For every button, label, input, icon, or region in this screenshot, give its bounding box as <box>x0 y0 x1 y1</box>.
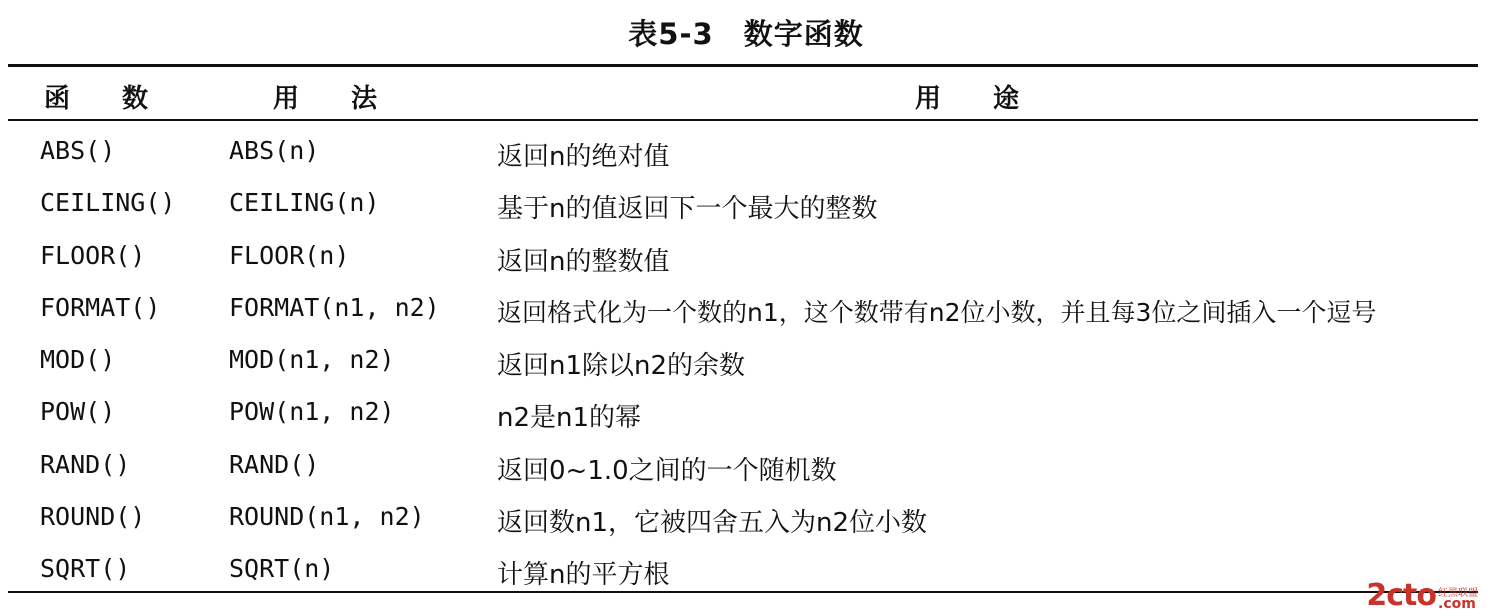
table-row <box>0 233 1492 285</box>
table-header <box>0 78 1492 118</box>
cell-usage: FORMAT(n1, n2) <box>229 292 440 322</box>
cell-usage: POW(n1, n2) <box>229 397 395 427</box>
cell-usage: ROUND(n1, n2) <box>229 502 425 532</box>
cell-purpose: 返回格式化为一个数的n1，这个数带有n2位小数，并且每3位之间插入一个逗号 <box>497 297 1377 327</box>
table-row <box>0 128 1492 180</box>
table-row <box>0 442 1492 494</box>
cell-usage: RAND() <box>229 449 320 479</box>
header-usage: 用 法 <box>273 84 378 114</box>
bottom-rule <box>8 591 1478 593</box>
header-purpose: 用 途 <box>915 84 1020 114</box>
table-row <box>0 337 1492 389</box>
cell-function: FORMAT() <box>40 292 161 322</box>
cell-usage: FLOOR(n) <box>229 240 350 270</box>
table-title: 表5-3 数字函数 <box>628 17 864 51</box>
cell-function: SQRT() <box>40 554 131 584</box>
cell-function: MOD() <box>40 345 116 375</box>
cell-usage: MOD(n1, n2) <box>229 345 395 375</box>
watermark-logo-text: 2cto <box>1366 578 1436 613</box>
header-function: 函 数 <box>44 84 149 114</box>
cell-function: POW() <box>40 397 116 427</box>
cell-purpose: 计算n的平方根 <box>497 560 670 591</box>
table-row <box>0 180 1492 232</box>
cell-usage: SQRT(n) <box>229 554 335 584</box>
cell-function: FLOOR() <box>40 240 146 270</box>
cell-purpose: 返回n的绝对值 <box>497 142 670 172</box>
table-row <box>0 285 1492 337</box>
watermark-logo <box>1366 578 1478 613</box>
watermark-side <box>1438 588 1478 610</box>
table-body <box>0 128 1492 599</box>
header-rule <box>8 119 1478 121</box>
table-row <box>0 494 1492 546</box>
cell-usage: CEILING(n) <box>229 188 380 218</box>
cell-usage: ABS(n) <box>229 136 320 165</box>
top-rule <box>8 64 1478 67</box>
cell-function: ROUND() <box>40 502 146 532</box>
cell-purpose: 返回n1除以n2的余数 <box>497 351 746 382</box>
cell-purpose: 返回0~1.0之间的一个随机数 <box>497 455 837 486</box>
cell-function: ABS() <box>40 136 116 165</box>
cell-purpose: 返回n的整数值 <box>497 246 670 277</box>
cell-purpose: 基于n的值返回下一个最大的整数 <box>497 194 878 225</box>
table-row <box>0 389 1492 441</box>
cell-purpose: n2是n1的幂 <box>497 403 642 434</box>
cell-purpose: 返回数n1，它被四舍五入为n2位小数 <box>497 508 928 539</box>
cell-function: RAND() <box>40 449 131 479</box>
watermark-domain: .com <box>1438 596 1476 612</box>
watermark-chinese: 红黑联盟 <box>1438 588 1478 599</box>
cell-function: CEILING() <box>40 188 176 218</box>
